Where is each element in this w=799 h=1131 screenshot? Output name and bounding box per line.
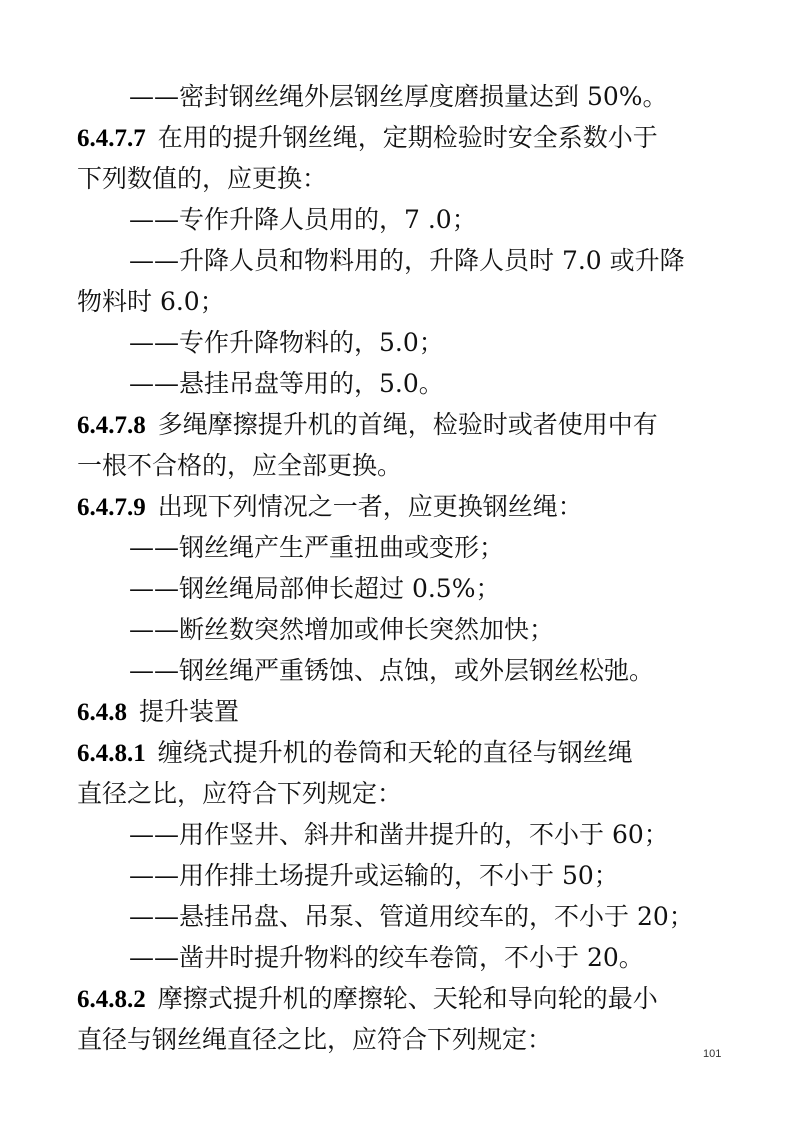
clause-line <box>77 978 727 1019</box>
list-item-line <box>77 568 727 609</box>
line-text: 缠绕式提升机的卷筒和天轮的直径与钢丝绳 <box>157 738 633 767</box>
clause-line <box>77 486 727 527</box>
clause-number: 6.4.7.9 <box>77 494 146 521</box>
clause-number: 6.4.8 <box>77 699 127 726</box>
line-text: 提升装置 <box>139 697 240 726</box>
line-text: ——悬挂吊盘等用的，5.0。 <box>129 369 444 398</box>
line-text: ——用作竖井、斜井和凿井提升的，不小于 60； <box>129 820 669 849</box>
list-item-line <box>77 937 727 978</box>
list-item-line <box>77 240 727 281</box>
line-text: ——断丝数突然增加或伸长突然加快； <box>129 615 555 644</box>
clause-line <box>77 732 727 773</box>
line-text: 多绳摩擦提升机的首绳，检验时或者使用中有 <box>157 410 658 439</box>
line-text: ——凿井时提升物料的绞车卷筒，不小于 20。 <box>129 943 644 972</box>
text-line <box>77 158 727 199</box>
line-text: ——专作升降人员用的，7 .0； <box>129 205 477 234</box>
list-item-line <box>77 76 727 117</box>
list-item-line <box>77 363 727 404</box>
line-text: 直径之比，应符合下列规定： <box>77 779 403 808</box>
list-item-line <box>77 199 727 240</box>
line-text: 直径与钢丝绳直径之比，应符合下列规定： <box>77 1025 553 1054</box>
text-line <box>77 281 727 322</box>
page-number: 101 <box>703 1048 722 1060</box>
line-text: ——升降人员和物料用的，升降人员时 7.0 或升降 <box>129 246 685 275</box>
line-text: 在用的提升钢丝绳，定期检验时安全系数小于 <box>157 123 658 152</box>
clause-line <box>77 117 727 158</box>
line-text: 摩擦式提升机的摩擦轮、天轮和导向轮的最小 <box>157 984 658 1013</box>
line-text: ——钢丝绳严重锈蚀、点蚀，或外层钢丝松弛。 <box>129 656 655 685</box>
list-item-line <box>77 650 727 691</box>
line-text: 一根不合格的，应全部更换。 <box>77 451 403 480</box>
page-body-text <box>77 76 727 1060</box>
text-line <box>77 445 727 486</box>
line-text: ——用作排土场提升或运输的，不小于 50； <box>129 861 619 890</box>
clause-number: 6.4.7.7 <box>77 125 146 152</box>
line-text: ——悬挂吊盘、吊泵、管道用绞车的，不小于 20； <box>129 902 694 931</box>
line-text: 下列数值的，应更换： <box>77 164 328 193</box>
list-item-line <box>77 855 727 896</box>
line-text: ——专作升降物料的，5.0； <box>129 328 444 357</box>
line-text: 物料时 6.0； <box>77 287 225 316</box>
clause-number: 6.4.7.8 <box>77 412 146 439</box>
clause-number: 6.4.8.1 <box>77 740 146 767</box>
list-item-line <box>77 609 727 650</box>
text-line <box>77 1019 727 1060</box>
line-text: 出现下列情况之一者，应更换钢丝绳： <box>157 492 583 521</box>
line-text: ——钢丝绳局部伸长超过 0.5%； <box>129 574 501 603</box>
list-item-line <box>77 896 727 937</box>
line-text: ——密封钢丝绳外层钢丝厚度磨损量达到 50%。 <box>129 82 668 111</box>
clause-line <box>77 404 727 445</box>
clause-number: 6.4.8.2 <box>77 986 146 1013</box>
list-item-line <box>77 814 727 855</box>
text-line <box>77 773 727 814</box>
list-item-line <box>77 527 727 568</box>
list-item-line <box>77 322 727 363</box>
line-text: ——钢丝绳产生严重扭曲或变形； <box>129 533 505 562</box>
clause-line <box>77 691 727 732</box>
